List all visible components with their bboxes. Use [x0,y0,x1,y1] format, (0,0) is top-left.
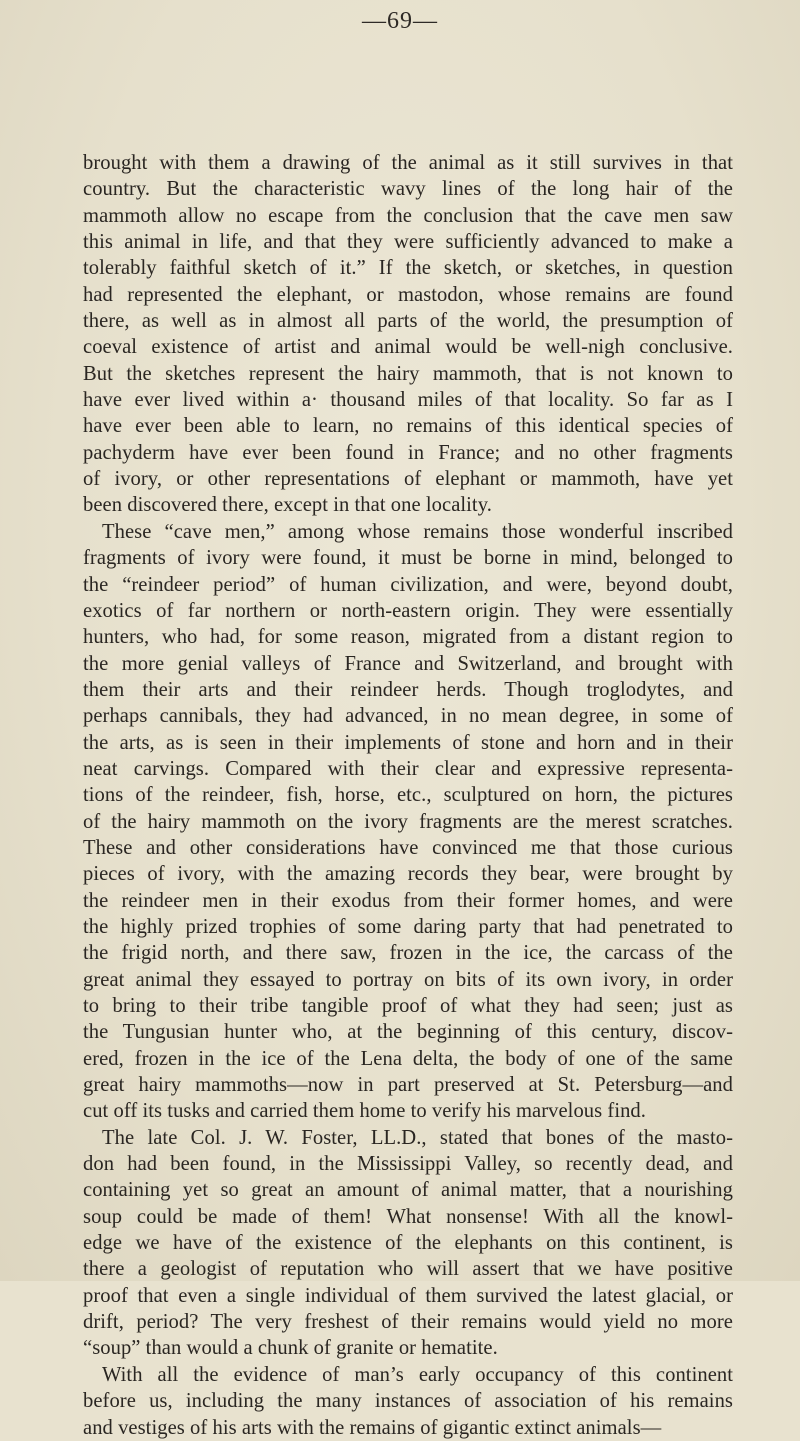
text-line: cut off its tusks and carried them home to verify his marvelous find. [83,1100,646,1123]
text-line: But the sketches represent the hairy mammoth, that is not known to [83,362,733,385]
text-line: hunters, who had, for some reason, migrated from a distant region to [83,626,733,649]
text-line: the Tungusian hunter who, at the beginning of this century, discov- [83,1021,733,1044]
text-line: exotics of far northern or north-eastern origin. They were essentially [83,599,733,622]
text-line: “soup” than would a chunk of granite or hematite. [83,1337,498,1360]
text-line: coeval existence of artist and animal would be well-nigh conclusive. [83,336,733,359]
text-line: great animal they essayed to portray on bits of its own ivory, in order [83,968,733,991]
text-line: edge we have of the existence of the elephants on this continent, is [83,1232,733,1255]
body-text [83,150,733,1441]
text-line: containing yet so great an amount of animal matter, that a nourishing [83,1179,733,1202]
text-line: the highly prized trophies of some daring party that had penetrated to [83,915,733,938]
text-line: ered, frozen in the ice of the Lena delta, the body of one of the same [83,1047,733,1070]
text-line: the frigid north, and there saw, frozen in the ice, the carcass of the [83,942,733,965]
text-line: great hairy mammoths—now in part preserved at St. Petersburg—and [83,1074,733,1097]
text-line: of ivory, or other representations of elephant or mammoth, have yet [83,468,733,491]
text-line: mammoth allow no escape from the conclusion that the cave men saw [83,204,733,227]
text-line: These and other considerations have convinced me that those curious [83,836,733,859]
text-line: The late Col. J. W. Foster, LL.D., stated that bones of the masto- [102,1126,733,1149]
text-line: tolerably faithful sketch of it.” If the sketch, or sketches, in question [83,257,733,280]
text-line: the “reindeer period” of human civilization, and were, beyond doubt, [83,573,733,596]
text-line: the reindeer men in their exodus from their former homes, and were [83,889,733,912]
text-line: there a geologist of reputation who will assert that we have positive [83,1258,733,1281]
text-line: perhaps cannibals, they had advanced, in no mean degree, in some of [83,705,733,728]
text-line: to bring to their tribe tangible proof of what they had seen; just as [83,995,733,1017]
text-line: had represented the elephant, or mastodon, whose remains are found [83,283,733,306]
text-line: proof that even a single individual of them survived the latest glacial, or [83,1284,733,1307]
text-line: and vestiges of his arts with the remains of gigantic extinct animals— [83,1416,662,1439]
text-line: fragments of ivory were found, it must be borne in mind, belonged to [83,547,733,570]
text-line: country. But the characteristic wavy lines of the long hair of the [83,178,733,201]
text-line: pieces of ivory, with the amazing records they bear, were brought by [83,863,733,886]
text-line: brought with them a drawing of the animal as it still survives in that [83,152,733,174]
text-line: this animal in life, and that they were sufficiently advanced to make a [83,231,733,254]
text-line: pachyderm have ever been found in France; and no other fragments [83,441,733,464]
text-line: before us, including the many instances of association of his remains [83,1390,733,1413]
text-line: drift, period? The very freshest of their remains would yield no more [83,1311,733,1334]
text-line: With all the evidence of man’s early occupancy of this continent [102,1363,733,1386]
text-line: them their arts and their reindeer herds. Though troglodytes, and [83,678,733,701]
text-line: These “cave men,” among whose remains those wonderful inscribed [102,520,733,543]
text-line: have ever been able to learn, no remains of this identical species of [83,415,733,438]
text-line: tions of the reindeer, fish, horse, etc., sculptured on horn, the pictures [83,784,733,807]
text-line: the more genial valleys of France and Switzerland, and brought with [83,652,733,675]
text-line: been discovered there, except in that one locality. [83,494,492,517]
text-line: the arts, as is seen in their implements of stone and horn and in their [83,731,733,754]
text-line: there, as well as in almost all parts of the world, the presumption of [83,310,733,333]
text-line: neat carvings. Compared with their clear and expressive representa- [83,757,733,780]
text-line: don had been found, in the Mississippi Valley, so recently dead, and [83,1153,733,1176]
text-line: soup could be made of them! What nonsense! With all the knowl- [83,1205,733,1228]
text-line: have ever lived within a· thousand miles of that locality. So far as I [83,389,733,412]
page-number: —69— [362,8,438,34]
text-line: of the hairy mammoth on the ivory fragments are the merest scratches. [83,810,733,833]
